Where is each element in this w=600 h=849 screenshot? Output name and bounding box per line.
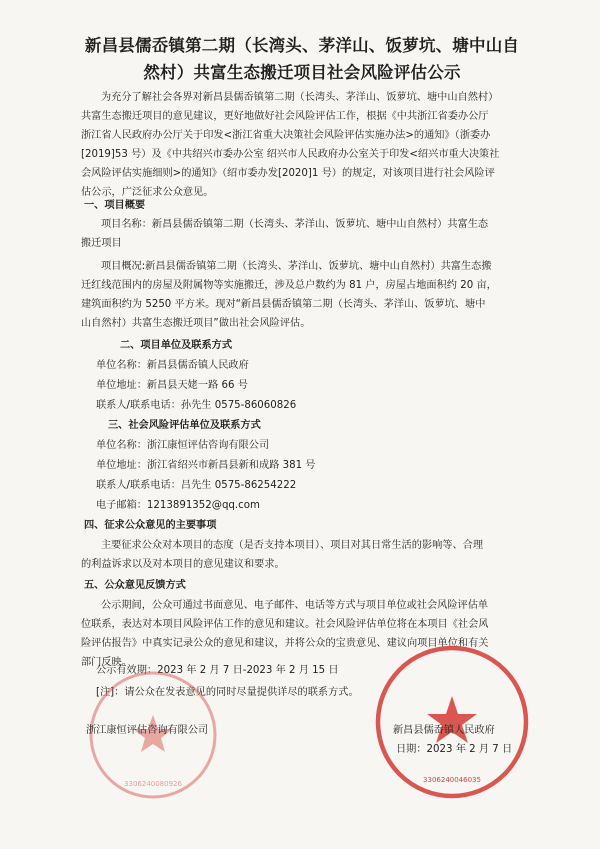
section-5-heading: 五、公众意见反馈方式 bbox=[84, 580, 186, 591]
overview-line: 项目概况:新昌县儒岙镇第二期（长湾头、茅洋山、饭萝坑、塘中山自然村）共富生态搬 bbox=[101, 261, 492, 272]
intro-line: 共富生态搬迁项目的意见建议，更好地做好社会风险评估工作，根据《中共浙江省委办公厅 bbox=[81, 111, 489, 122]
section-1-heading: 一、项目概要 bbox=[84, 200, 146, 211]
intro-line: [2019]53 号）及《中共绍兴市委办公室 绍兴市人民政府办公室关于印发<绍兴市重大决策社 bbox=[81, 149, 500, 160]
section-5-line: 险评估报告》中真实记录公众的意见和建议，并将公众的宝贵意见、建议向项目单位和有关 bbox=[81, 638, 489, 649]
title-line-1: 新昌县儒岙镇第二期（长湾头、茅洋山、饭萝坑、塘中山自 bbox=[84, 36, 520, 55]
intro-line: 为充分了解社会各界对新昌县儒岙镇第二期（长湾头、茅洋山、饭萝坑、塘中山自然村） bbox=[101, 92, 499, 103]
note: [注]：请公众在发表意见的同时尽量提供详尽的联系方式。 bbox=[96, 687, 359, 698]
intro-paragraph bbox=[81, 88, 499, 202]
eval-name: 单位名称：浙江康恒评估咨询有限公司 bbox=[96, 440, 270, 451]
sign-date: 日期：2023 年 2 月 7 日 bbox=[396, 744, 513, 755]
section-5-line: 部门反映。 bbox=[81, 657, 132, 668]
section-4-body bbox=[81, 536, 483, 574]
section-5-line: 公示期间，公众可通过书面意见、电子邮件、电话等方式与项目单位或社会风险评估单 bbox=[101, 600, 489, 611]
unit-contact: 联系人/联系电话：孙先生 0575-86060826 bbox=[96, 400, 297, 411]
overview-line: 山自然村）共富生态搬迁项目”做出社会风险评估。 bbox=[81, 318, 311, 329]
intro-line: 浙江省人民政府办公厅关于印发<浙江省重大决策社会风险评估实施办法>的通知》（浙委办 bbox=[81, 130, 491, 141]
section-4-line: 的利益诉求以及对本项目的意见建议和要求。 bbox=[81, 559, 285, 570]
eval-contact: 联系人/联系电话：吕先生 0575-86254222 bbox=[96, 480, 297, 491]
intro-line: 会风险评估实施细则>的通知》（绍市委办发[2020]1 号）的规定，对该项目进行社会风险评 bbox=[81, 168, 495, 179]
unit-name: 单位名称：新昌县儒岙镇人民政府 bbox=[96, 360, 249, 371]
page-title bbox=[72, 32, 532, 86]
overview-line: 建筑面积约为 5250 平方米。现对“新昌县儒岙镇第二期（长湾头、茅洋山、饭萝坑、塘中 bbox=[81, 299, 486, 310]
signer-company: 浙江康恒评估咨询有限公司 bbox=[86, 725, 209, 736]
section-5-line: 位联系，表达对本项目风险评估工作的意见和建议。社会风险评估单位将在本项目《社会风 bbox=[81, 619, 489, 630]
section-4-heading: 四、征求公众意见的主要事项 bbox=[84, 520, 217, 531]
project-name-line: 搬迁项目 bbox=[81, 238, 122, 249]
project-overview bbox=[81, 257, 497, 333]
section-4-line: 主要征求公众对本项目的态度（是否支持本项目）、项目对其日常生活的影响等、合理 bbox=[101, 540, 484, 551]
intro-line: 估公示，广泛征求公众意见。 bbox=[81, 187, 214, 198]
signer-government: 新昌县儒岙镇人民政府 bbox=[393, 725, 495, 736]
project-name bbox=[81, 215, 488, 253]
eval-address: 单位地址：浙江省绍兴市新昌县新和成路 381 号 bbox=[96, 460, 316, 471]
right-stamp-code: 3306240046035 bbox=[423, 776, 481, 784]
title-line-2: 然村）共富生态搬迁项目社会风险评估公示 bbox=[143, 63, 461, 82]
eval-email: 电子邮箱：1213891352@qq.com bbox=[96, 500, 260, 511]
section-3-heading: 三、社会风险评估单位及联系方式 bbox=[108, 420, 261, 431]
left-stamp-code: 3306240080926 bbox=[124, 780, 182, 788]
unit-address: 单位地址：新昌县天姥一路 66 号 bbox=[96, 380, 248, 391]
overview-line: 迁红线范围内的房屋及附属物等实施搬迁，涉及总户数约为 81 户，房屋占地面积约 20 亩， bbox=[81, 280, 497, 291]
validity-period: 公示有效期：2023 年 2 月 7 日-2023 年 2 月 15 日 bbox=[96, 665, 339, 676]
section-2-heading: 二、项目单位及联系方式 bbox=[120, 340, 233, 351]
project-name-line: 项目名称：新昌县儒岙镇第二期（长湾头、茅洋山、饭萝坑、塘中山自然村）共富生态 bbox=[101, 219, 489, 230]
